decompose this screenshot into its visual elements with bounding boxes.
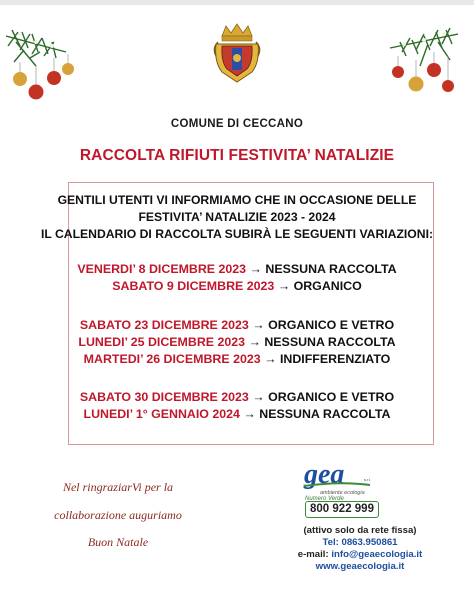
schedule-row bbox=[0, 279, 474, 293]
top-border bbox=[0, 0, 474, 5]
toll-free-number bbox=[305, 501, 379, 518]
page-title: RACCOLTA RIFIUTI FESTIVITA’ NATALIZIE bbox=[79, 147, 395, 164]
schedule-date: SABATO 30 DICEMBRE 2023 bbox=[79, 390, 249, 404]
christmas-ornament-left-icon bbox=[6, 22, 84, 102]
arrow-icon: → bbox=[249, 262, 262, 276]
intro-line-2: FESTIVITA’ NATALIZIE 2023 - 2024 bbox=[138, 210, 336, 224]
arrow-icon: → bbox=[243, 407, 256, 421]
schedule-result: NESSUNA RACCOLTA bbox=[265, 262, 397, 276]
schedule-row bbox=[0, 390, 474, 404]
gea-tagline: ambiente ecologia bbox=[320, 490, 365, 496]
arrow-icon: → bbox=[252, 390, 265, 404]
email-link[interactable]: info@geaecologia.it bbox=[331, 549, 423, 560]
schedule-result: ORGANICO bbox=[293, 279, 362, 293]
schedule-result: NESSUNA RACCOLTA bbox=[264, 335, 396, 349]
gea-logo-icon bbox=[300, 455, 380, 497]
schedule-date: SABATO 9 DICEMBRE 2023 bbox=[112, 279, 275, 293]
schedule-date: VENERDI’ 8 DICEMBRE 2023 bbox=[77, 262, 247, 276]
arrow-icon: → bbox=[264, 352, 277, 366]
email-line bbox=[270, 549, 450, 560]
coat-of-arms-icon bbox=[212, 22, 262, 84]
schedule-row bbox=[0, 335, 474, 349]
schedule-date: MARTEDI’ 26 DICEMBRE 2023 bbox=[83, 352, 261, 366]
numero-verde-label: Numero Verde bbox=[305, 496, 344, 502]
arrow-icon: → bbox=[277, 279, 291, 293]
christmas-ornament-right-icon bbox=[380, 22, 458, 102]
website-link[interactable]: www.geaecologia.it bbox=[315, 561, 405, 572]
schedule-row bbox=[0, 407, 474, 421]
email-label: e-mail: bbox=[297, 549, 329, 560]
intro-line-3: IL CALENDARIO DI RACCOLTA SUBIRÀ LE SEGUENTI VARIAZIONI: bbox=[40, 227, 434, 241]
schedule-result: NESSUNA RACCOLTA bbox=[259, 407, 391, 421]
intro-line-1: GENTILI UTENTI VI INFORMIAMO CHE IN OCCASIONE DELLE bbox=[57, 193, 417, 207]
schedule-date: LUNEDI’ 1° GENNAIO 2024 bbox=[83, 407, 240, 421]
schedule-row bbox=[0, 318, 474, 332]
greeting-line-3: Buon Natale bbox=[87, 535, 149, 549]
schedule-result: ORGANICO E VETRO bbox=[268, 390, 395, 404]
svg-text:s.r.l.: s.r.l. bbox=[364, 477, 372, 482]
arrow-icon: → bbox=[252, 318, 265, 332]
greeting-line-2: collaborazione auguriamo bbox=[54, 508, 182, 522]
schedule-row bbox=[0, 352, 474, 366]
gea-logo-text: gea bbox=[304, 459, 345, 490]
phone-number: 800 922 999 bbox=[310, 503, 374, 515]
arrow-icon: → bbox=[248, 335, 261, 349]
municipality-name: COMUNE DI CECCANO bbox=[170, 118, 304, 130]
schedule-date: LUNEDI’ 25 DICEMBRE 2023 bbox=[78, 335, 246, 349]
schedule-result: ORGANICO E VETRO bbox=[268, 318, 395, 332]
greeting-line-1: Nel ringraziarVi per la bbox=[62, 480, 174, 494]
schedule-date: SABATO 23 DICEMBRE 2023 bbox=[79, 318, 249, 332]
telephone: Tel: 0863.950861 bbox=[322, 537, 398, 548]
phone-note: (attivo solo da rete fissa) bbox=[303, 525, 417, 536]
schedule-result: INDIFFERENZIATO bbox=[279, 352, 391, 366]
schedule-row bbox=[0, 262, 474, 276]
